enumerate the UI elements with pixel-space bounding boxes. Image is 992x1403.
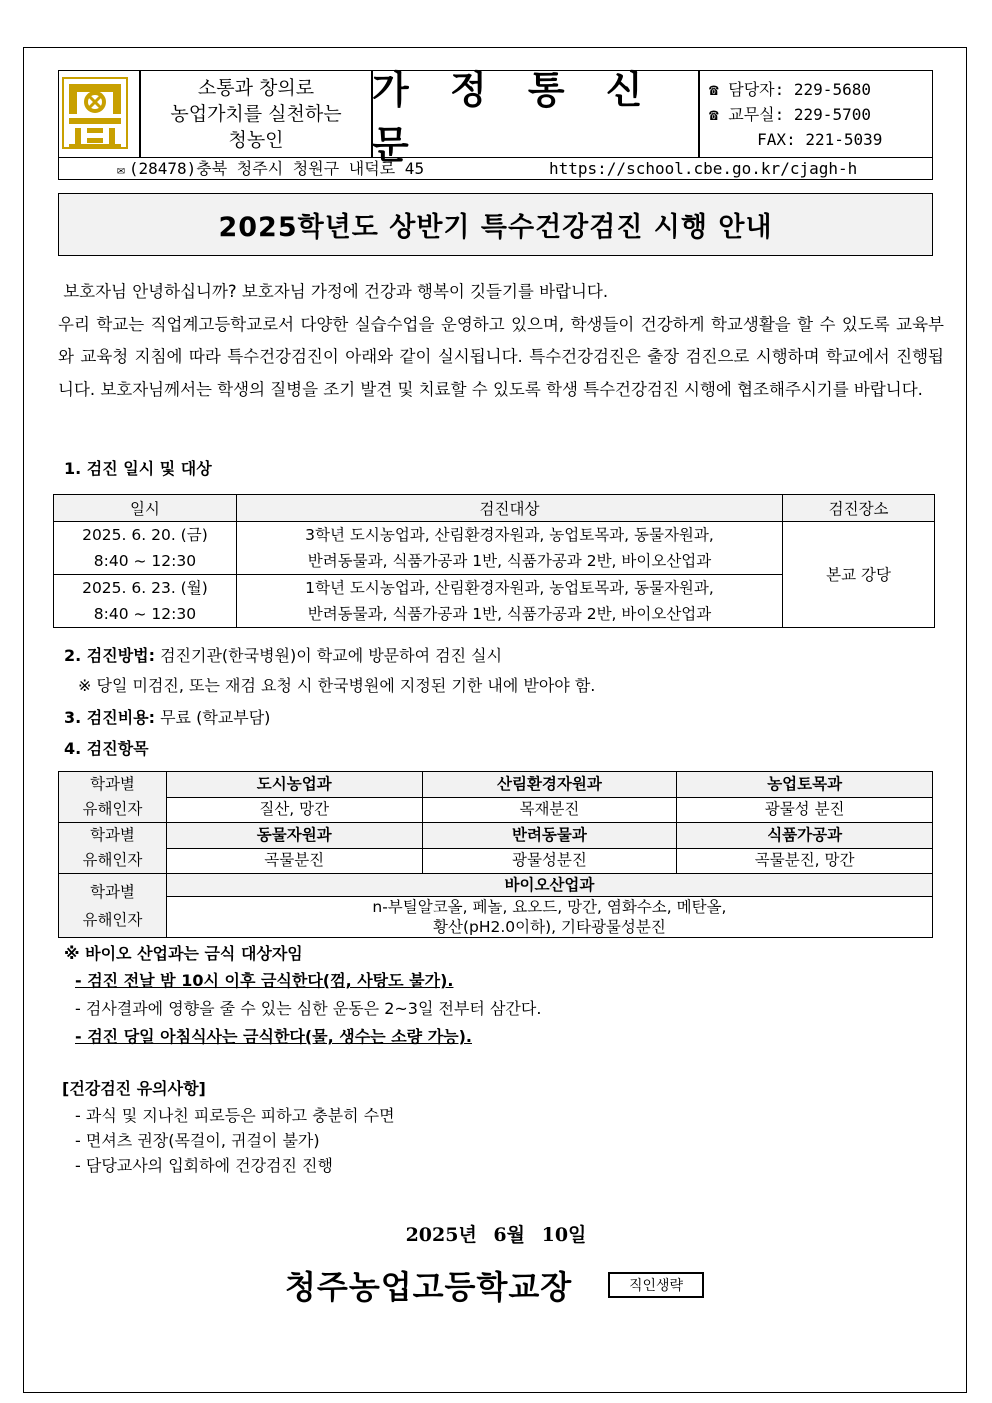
issue-date: 2025년 6월 10일 (405, 1224, 587, 1246)
section3 (64, 705, 270, 728)
schedule-place: 본교 강당 (783, 522, 935, 628)
factor-line: 황산(pH2.0이하), 기타광물성분진 (433, 918, 666, 936)
contact-row (709, 102, 929, 127)
school-motto (141, 71, 371, 157)
fasting-text: - 검사결과에 영향을 줄 수 있는 심한 운동은 2~3일 전부터 삼간다. (75, 999, 542, 1018)
schedule-target (236, 522, 782, 575)
address-line (117, 158, 424, 181)
divider (698, 71, 700, 157)
table-row (54, 522, 935, 575)
time: 8:40 ~ 12:30 (93, 605, 197, 623)
row-label (59, 772, 167, 823)
hazard-table (58, 771, 933, 938)
fasting-heading: ※ 바이오 산업과는 금식 대상자임 (64, 944, 303, 963)
school-logo-icon (61, 74, 129, 152)
fasting-item (75, 1024, 472, 1047)
table-row (59, 848, 933, 874)
newsletter-title: 가 정 통 신 문 (372, 68, 657, 167)
schedule-table (53, 494, 935, 628)
time: 8:40 ~ 12:30 (93, 552, 197, 570)
motto-line: 농업가치를 실천하는 (170, 103, 342, 125)
target-line: 3학년 도시농업과, 산림환경자원과, 농업토목과, 동물자원과, (305, 526, 714, 544)
label-dept: 학과별 (89, 775, 135, 793)
dept-cell: 농업토목과 (677, 772, 933, 798)
dept-cell: 도시농업과 (166, 772, 422, 798)
target-line: 반려동물과, 식품가공과 1반, 식품가공과 2반, 바이오산업과 (307, 605, 712, 623)
address: (28478)충북 청주시 청원구 내덕로 45 (128, 159, 425, 178)
contact-text: 교무실: 229-5700 (718, 105, 871, 124)
column-header: 검진장소 (783, 495, 935, 522)
section4-heading: 4. 검진항목 (64, 739, 149, 758)
label-factor: 유해인자 (82, 910, 143, 929)
section1-heading: 1. 검진 일시 및 대상 (64, 459, 212, 478)
factor-line: n-부틸알코올, 페놀, 요오드, 망간, 염화수소, 메탄올, (372, 898, 727, 916)
table-row (59, 772, 933, 798)
factor-cell: 곡물분진 (166, 848, 422, 874)
precaution-item: - 과식 및 지나친 피로등은 피하고 충분히 수면 (75, 1106, 395, 1125)
precaution-item: - 담당교사의 입회하에 건강검진 진행 (75, 1156, 333, 1175)
section2-note: ※ 당일 미검진, 또는 재검 요청 시 한국병원에 지정된 기한 내에 받아야 함. (78, 676, 596, 695)
target-line: 1학년 도시농업과, 산림환경자원과, 농업토목과, 동물자원과, (305, 579, 714, 597)
principal-signature: 청주농업고등학교장 (285, 1268, 573, 1306)
row-label (59, 874, 167, 938)
postal-icon: ✉ (117, 163, 125, 178)
intro-text (58, 276, 944, 406)
table-row (59, 823, 933, 849)
contact-text: 담당자: 229-5680 (718, 80, 871, 99)
factor-cell: 광물성 분진 (677, 797, 933, 823)
phone-icon: ☎ (709, 105, 719, 124)
label-dept: 학과별 (89, 826, 135, 844)
dept-cell: 동물자원과 (166, 823, 422, 849)
fasting-item (75, 996, 541, 1019)
fasting-item (75, 968, 453, 991)
motto-line: 청농인 (228, 129, 284, 151)
section3-text: 무료 (학교부담) (155, 708, 271, 727)
contact-info (709, 77, 929, 152)
section3-heading: 3. 검진비용: (64, 708, 156, 727)
letterhead (58, 70, 933, 180)
label-factor: 유해인자 (82, 800, 143, 818)
precaution-item: - 면셔츠 권장(목걸이, 귀걸이 불가) (75, 1131, 320, 1150)
section2-heading: 2. 검진방법: (64, 646, 156, 665)
label-factor: 유해인자 (82, 851, 143, 869)
dept-cell: 바이오산업과 (166, 874, 932, 897)
label-dept: 학과별 (89, 882, 135, 901)
contact-row (709, 127, 929, 152)
schedule-date (54, 522, 237, 575)
column-header: 검진대상 (236, 495, 782, 522)
schedule-date (54, 575, 237, 628)
section2 (64, 643, 502, 666)
fasting-text: - 검진 전날 밤 10시 이후 금식한다(껌, 사탕도 불가). (75, 971, 454, 990)
motto-line: 소통과 창의로 (197, 77, 315, 99)
table-row (59, 797, 933, 823)
document-title: 2025학년도 상반기 특수건강검진 시행 안내 (58, 193, 933, 256)
contact-row (709, 77, 929, 102)
date: 2025. 6. 20. (금) (82, 526, 208, 544)
dept-cell: 반려동물과 (422, 823, 677, 849)
seal-omitted-stamp: 직인생략 (608, 1272, 704, 1298)
factor-cell: 곡물분진, 망간 (677, 848, 933, 874)
dept-cell: 식품가공과 (677, 823, 933, 849)
table-header-row (54, 495, 935, 522)
factor-cell (166, 897, 932, 938)
school-url[interactable]: https://school.cbe.go.kr/cjagh-h (549, 159, 858, 178)
section2-text: 검진기관(한국병원)이 학교에 방문하여 검진 실시 (155, 646, 503, 665)
date: 2025. 6. 23. (월) (82, 579, 208, 597)
target-line: 반려동물과, 식품가공과 1반, 식품가공과 2반, 바이오산업과 (307, 552, 712, 570)
table-row (59, 874, 933, 897)
table-row (59, 897, 933, 938)
fasting-text: - 검진 당일 아침식사는 금식한다(물, 생수는 소량 가능). (75, 1027, 472, 1046)
letterhead-bottom (59, 158, 932, 180)
precautions-heading: [건강검진 유의사항] (62, 1079, 206, 1098)
factor-cell: 목재분진 (422, 797, 677, 823)
row-label (59, 823, 167, 874)
greeting: 보호자님 안녕하십니까? 보호자님 가정에 건강과 행복이 깃들기를 바랍니다. (58, 282, 609, 301)
schedule-target (236, 575, 782, 628)
phone-icon: ☎ (709, 80, 719, 99)
letterhead-top (59, 68, 932, 167)
intro-paragraph: 우리 학교는 직업계고등학교로서 다양한 실습수업을 운영하고 있으며, 학생들이 건강하게 학교생활을 할 수 있도록 교육부와 교육청 지침에 따라 특수건강검진이 아래와 같이 실시됩니다. 특수건강검진은 출장 검진으로 시행하며 학교에서 진행됩니다. 보호자님께서는 학생의 질병을 조기 발견 및 치료할 수 있도록 학생 특수건강검진 시행에 협조해주시기를 바랍니다. (58, 314, 944, 399)
column-header: 일시 (54, 495, 237, 522)
factor-cell: 광물성분진 (422, 848, 677, 874)
factor-cell: 질산, 망간 (166, 797, 422, 823)
dept-cell: 산림환경자원과 (422, 772, 677, 798)
fax-text: FAX: 221-5039 (709, 130, 883, 149)
